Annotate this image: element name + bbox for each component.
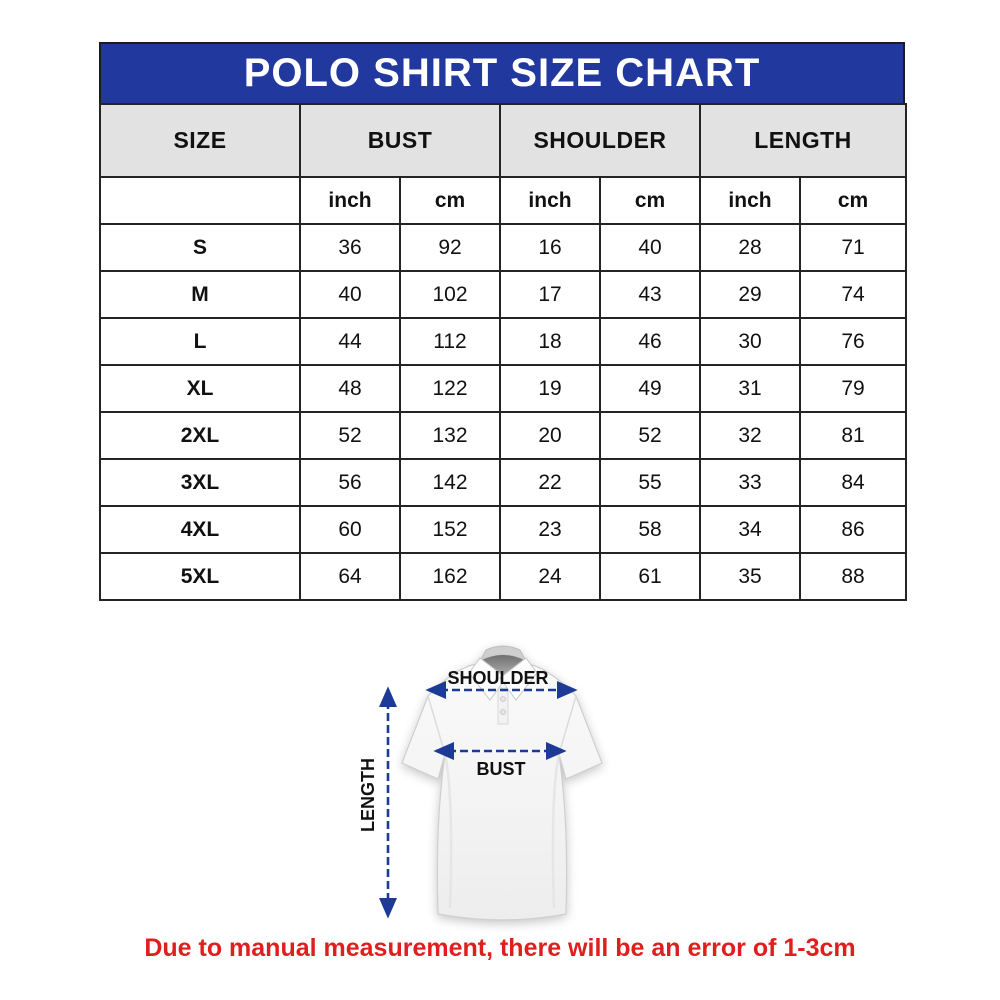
table-cell: 16 [500, 224, 600, 271]
table-cell: 71 [800, 224, 906, 271]
unit-header: cm [800, 177, 906, 224]
table-row-xl [100, 365, 906, 412]
table-cell: 102 [400, 271, 500, 318]
measurement-error-note: Due to manual measurement, there will be an error of 1-3cm [144, 934, 856, 962]
table-cell: 20 [500, 412, 600, 459]
table-cell: 40 [300, 271, 400, 318]
table-cell: 132 [400, 412, 500, 459]
size-label: XL [100, 365, 300, 412]
table-cell: 35 [700, 553, 800, 600]
table-row-5xl [100, 553, 906, 600]
table-cell: 49 [600, 365, 700, 412]
table-cell: 152 [400, 506, 500, 553]
table-cell: 122 [400, 365, 500, 412]
table-cell: 18 [500, 318, 600, 365]
table-cell: 52 [600, 412, 700, 459]
size-chart-block [99, 42, 905, 601]
table-cell: 43 [600, 271, 700, 318]
page-title: POLO SHIRT SIZE CHART [243, 51, 761, 95]
table-cell: 31 [700, 365, 800, 412]
table-cell: 56 [300, 459, 400, 506]
unit-header: cm [400, 177, 500, 224]
unit-header: inch [500, 177, 600, 224]
bust-label: BUST [476, 759, 526, 779]
size-label: M [100, 271, 300, 318]
col-header-shoulder: SHOULDER [500, 104, 700, 177]
table-cell: 33 [700, 459, 800, 506]
size-label: S [100, 224, 300, 271]
table-cell: 142 [400, 459, 500, 506]
table-cell: 32 [700, 412, 800, 459]
table-cell: 23 [500, 506, 600, 553]
button [501, 697, 506, 702]
table-row-m [100, 271, 906, 318]
table-cell: 79 [800, 365, 906, 412]
table-cell: 19 [500, 365, 600, 412]
table-row-4xl [100, 506, 906, 553]
size-label: 3XL [100, 459, 300, 506]
table-cell: 48 [300, 365, 400, 412]
table-cell: 34 [700, 506, 800, 553]
unit-header: cm [600, 177, 700, 224]
chart-title-bar [99, 42, 905, 105]
col-header-length: LENGTH [700, 104, 906, 177]
unit-header: inch [700, 177, 800, 224]
size-label: 5XL [100, 553, 300, 600]
size-label: 2XL [100, 412, 300, 459]
shoulder-label: SHOULDER [447, 668, 549, 688]
table-row-2xl [100, 412, 906, 459]
table-cell: 24 [500, 553, 600, 600]
table-cell: 46 [600, 318, 700, 365]
table-cell: 76 [800, 318, 906, 365]
table-cell: 58 [600, 506, 700, 553]
category-header-row [100, 104, 906, 177]
button-placket [498, 688, 508, 724]
table-cell: 162 [400, 553, 500, 600]
table-cell: 36 [300, 224, 400, 271]
table-row-s [100, 224, 906, 271]
table-cell: 86 [800, 506, 906, 553]
table-row-l [100, 318, 906, 365]
table-cell: 61 [600, 553, 700, 600]
table-cell: 92 [400, 224, 500, 271]
table-cell: 52 [300, 412, 400, 459]
size-table [99, 103, 907, 601]
table-cell: 81 [800, 412, 906, 459]
polo-shirt-measurement-diagram [340, 638, 670, 938]
table-cell: 88 [800, 553, 906, 600]
table-cell: 112 [400, 318, 500, 365]
table-cell: 74 [800, 271, 906, 318]
table-cell: 30 [700, 318, 800, 365]
table-cell: 64 [300, 553, 400, 600]
size-label: L [100, 318, 300, 365]
length-label: LENGTH [358, 758, 378, 832]
table-cell: 17 [500, 271, 600, 318]
table-cell: 55 [600, 459, 700, 506]
unit-header-row [100, 177, 906, 224]
table-cell: 60 [300, 506, 400, 553]
col-header-size: SIZE [100, 104, 300, 177]
button [501, 710, 506, 715]
table-cell: 40 [600, 224, 700, 271]
table-row-3xl [100, 459, 906, 506]
unit-header-empty [100, 177, 300, 224]
col-header-bust: BUST [300, 104, 500, 177]
table-cell: 29 [700, 271, 800, 318]
table-cell: 84 [800, 459, 906, 506]
size-label: 4XL [100, 506, 300, 553]
table-cell: 44 [300, 318, 400, 365]
table-cell: 22 [500, 459, 600, 506]
unit-header: inch [300, 177, 400, 224]
table-cell: 28 [700, 224, 800, 271]
